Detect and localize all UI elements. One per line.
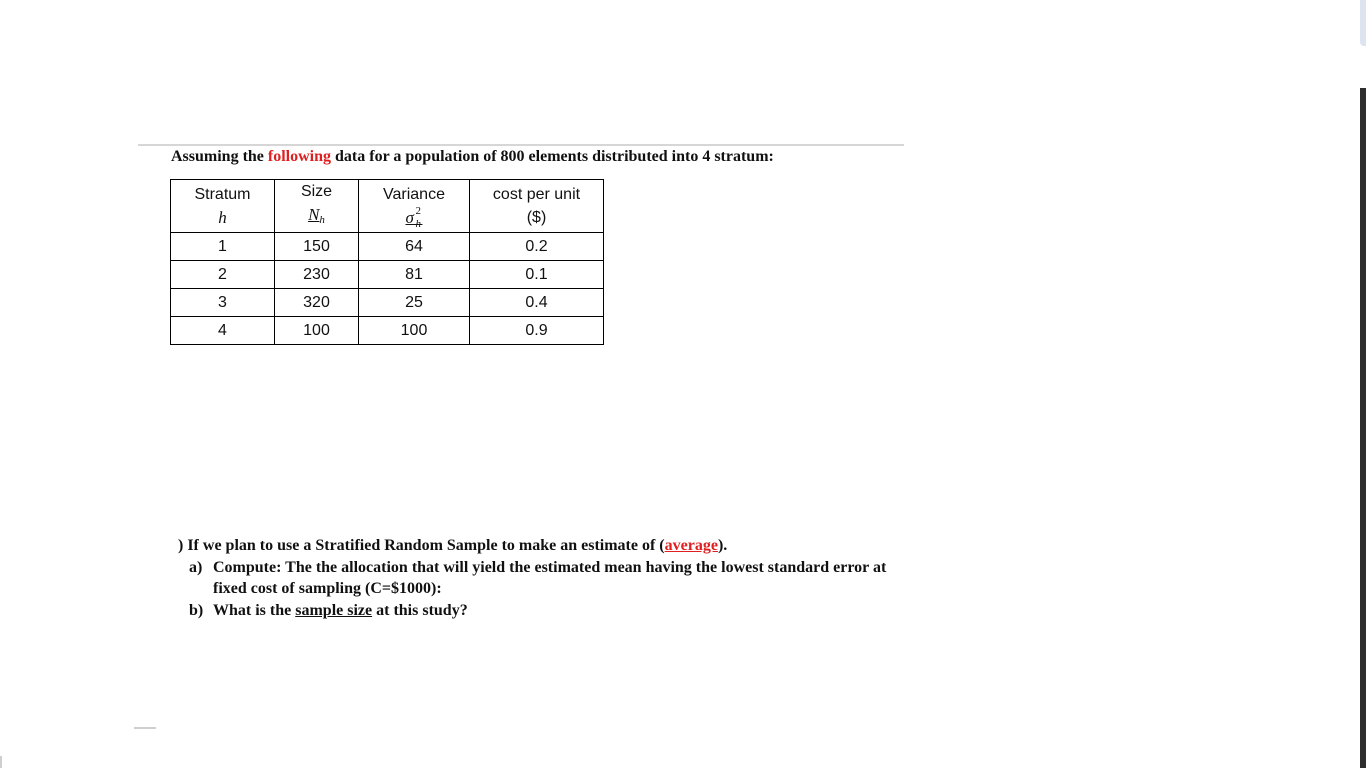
- header-label: Variance: [383, 185, 445, 203]
- header-size: [275, 180, 359, 233]
- cell-variance: 81: [359, 261, 470, 289]
- question-main: [178, 535, 898, 557]
- cell-cost: 0.2: [470, 233, 604, 261]
- scrollbar-track-top: [1360, 0, 1366, 46]
- question-item-a: [178, 557, 898, 600]
- cell-variance: 100: [359, 317, 470, 345]
- cell-stratum: 4: [171, 317, 275, 345]
- cell-size: 230: [275, 261, 359, 289]
- strata-table: [170, 179, 604, 345]
- symbol-main: σ: [405, 207, 414, 227]
- cell-variance: 64: [359, 233, 470, 261]
- intro-before: Assuming the: [171, 148, 268, 165]
- item-text-underlined: sample size: [295, 601, 373, 619]
- table-row: [171, 289, 604, 317]
- table-header-row: [171, 180, 604, 233]
- cell-variance: 25: [359, 289, 470, 317]
- header-symbol: h: [218, 208, 227, 227]
- cell-size: 320: [275, 289, 359, 317]
- item-text-after: at this study?: [372, 601, 468, 619]
- cell-cost: 0.1: [470, 261, 604, 289]
- cell-cost: 0.9: [470, 317, 604, 345]
- question-block: [178, 535, 898, 621]
- header-symbol: [359, 206, 469, 230]
- table-row: [171, 261, 604, 289]
- cell-size: 100: [275, 317, 359, 345]
- page-edge-marker: [0, 756, 2, 768]
- header-label: Stratum: [194, 186, 251, 203]
- cell-stratum: 2: [171, 261, 275, 289]
- question-main-before: ) If we plan to use a Stratified Random Sample to make an estimate of (: [178, 537, 665, 554]
- page-marker: [134, 727, 156, 729]
- header-symbol: ($): [526, 209, 547, 226]
- question-item-text: [213, 600, 898, 622]
- cell-cost: 0.4: [470, 289, 604, 317]
- cell-stratum: 1: [171, 233, 275, 261]
- symbol-subscript: h: [415, 217, 422, 230]
- header-variance: [359, 180, 470, 233]
- table-row: [171, 317, 604, 345]
- sigma-symbol: [406, 206, 423, 229]
- symbol-main: N: [308, 205, 320, 224]
- header-symbol: [275, 203, 358, 232]
- header-label: cost per unit: [492, 186, 581, 203]
- header-cost: [470, 180, 604, 233]
- question-item-label: a): [189, 558, 203, 576]
- intro-after: data for a population of 800 elements distributed into 4 stratum:: [331, 148, 774, 165]
- intro-sentence: [171, 148, 774, 166]
- question-item-label: b): [189, 601, 204, 619]
- symbol-superscript: 2: [415, 204, 422, 217]
- vertical-scrollbar[interactable]: [1360, 88, 1366, 768]
- section-divider: [138, 144, 904, 146]
- cell-stratum: 3: [171, 289, 275, 317]
- header-stratum: [171, 180, 275, 233]
- header-label: Size: [300, 183, 333, 200]
- question-main-highlight: average: [664, 537, 718, 554]
- question-item-b: [178, 600, 898, 622]
- cell-size: 150: [275, 233, 359, 261]
- question-item-text: Compute: The the allocation that will yield the estimated mean having the lowest standard error at fixed cost of sampling (C=$1000):: [213, 558, 887, 597]
- question-main-after: ).: [717, 537, 728, 554]
- table-row: [171, 233, 604, 261]
- intro-highlight: following: [267, 148, 332, 165]
- symbol-subscript: h: [319, 214, 325, 226]
- item-text-before: What is the: [213, 601, 296, 619]
